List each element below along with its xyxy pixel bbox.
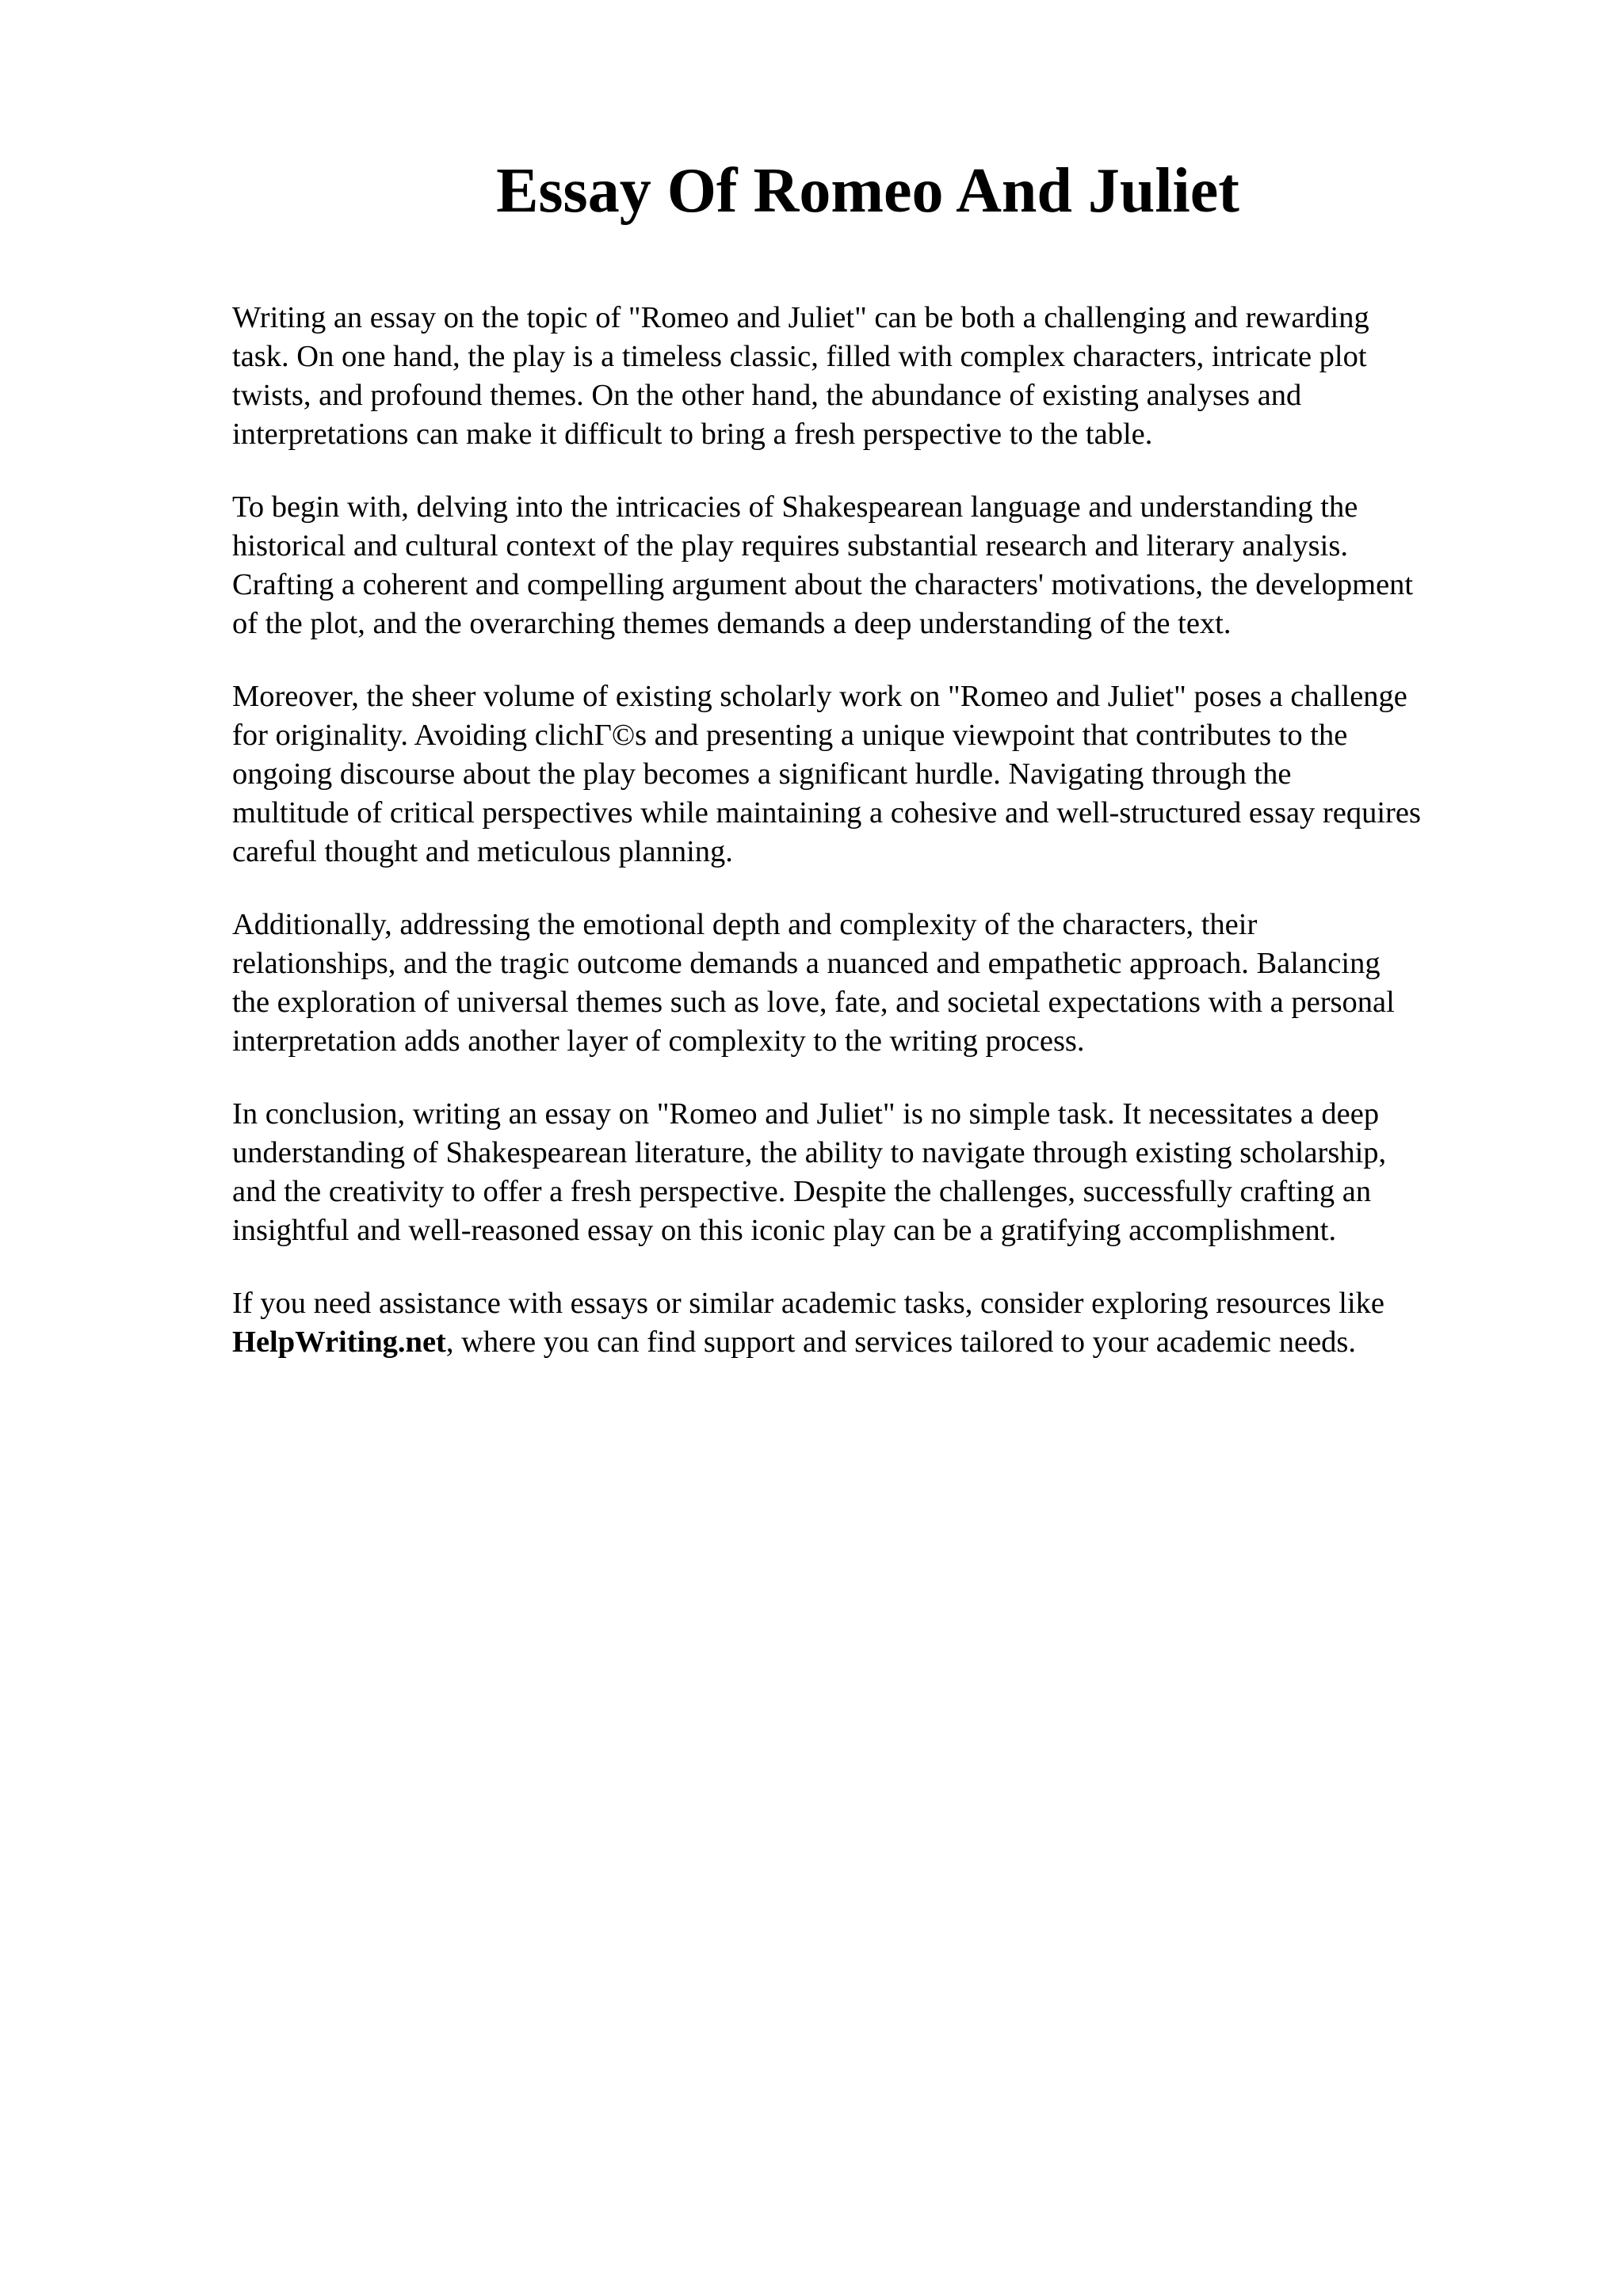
paragraph-2 (232, 488, 1524, 643)
text-line: historical and cultural context of the play requires substantial research and literary analysis. (232, 529, 1348, 563)
text-line: task. On one hand, the play is a timeless classic, filled with complex characters, intricate plot (232, 340, 1367, 373)
text-line: To begin with, delving into the intricacies of Shakespearean language and understanding the (232, 490, 1358, 524)
text-line: multitude of critical perspectives while maintaining a cohesive and well-structured essay requires (232, 796, 1421, 830)
text-line: twists, and profound themes. On the other hand, the abundance of existing analyses and (232, 379, 1302, 412)
text-line: of the plot, and the overarching themes demands a deep understanding of the text. (232, 607, 1232, 640)
text-line (232, 1323, 1524, 1362)
text-line: insightful and well-reasoned essay on this iconic play can be a gratifying accomplishment. (232, 1214, 1337, 1247)
text-line: understanding of Shakespearean literature, the ability to navigate through existing scholarship, (232, 1136, 1387, 1169)
page-title: Essay Of Romeo And Juliet (496, 156, 1239, 226)
text-line: Additionally, addressing the emotional depth and complexity of the characters, their (232, 908, 1258, 941)
text-line: relationships, and the tragic outcome demands a nuanced and empathetic approach. Balancing (232, 947, 1381, 980)
paragraph-1 (232, 299, 1524, 454)
paragraph-5 (232, 1095, 1524, 1250)
text-line: for originality. Avoiding clichΓ©s and presenting a unique viewpoint that contributes to the (232, 719, 1348, 752)
text-line: Moreover, the sheer volume of existing scholarly work on "Romeo and Juliet" poses a challenge (232, 680, 1407, 713)
text-line: careful thought and meticulous planning. (232, 835, 733, 868)
text-line: Writing an essay on the topic of "Romeo and Juliet" can be both a challenging and rewarding (232, 301, 1369, 334)
text-line: interpretation adds another layer of complexity to the writing process. (232, 1024, 1085, 1058)
text-line: interpretations can make it difficult to bring a fresh perspective to the table. (232, 418, 1153, 451)
paragraph-4 (232, 906, 1524, 1061)
text-line: In conclusion, writing an essay on "Romeo and Juliet" is no simple task. It necessitates a deep (232, 1097, 1380, 1131)
paragraph-3 (232, 677, 1524, 871)
text-line: Crafting a coherent and compelling argument about the characters' motivations, the development (232, 568, 1414, 601)
essay-body (232, 299, 1524, 1396)
text-line: the exploration of universal themes such as love, fate, and societal expectations with a personal (232, 986, 1395, 1019)
closing-line-rest: , where you can find support and services tailored to your academic needs. (445, 1325, 1357, 1359)
text-line: If you need assistance with essays or similar academic tasks, consider exploring resources like (232, 1287, 1384, 1320)
helpwriting-link[interactable]: HelpWriting.net (232, 1325, 446, 1359)
closing-paragraph (232, 1284, 1524, 1362)
text-line: and the creativity to offer a fresh perspective. Despite the challenges, successfully crafting an (232, 1175, 1372, 1208)
text-line: ongoing discourse about the play becomes a significant hurdle. Navigating through the (232, 757, 1292, 791)
